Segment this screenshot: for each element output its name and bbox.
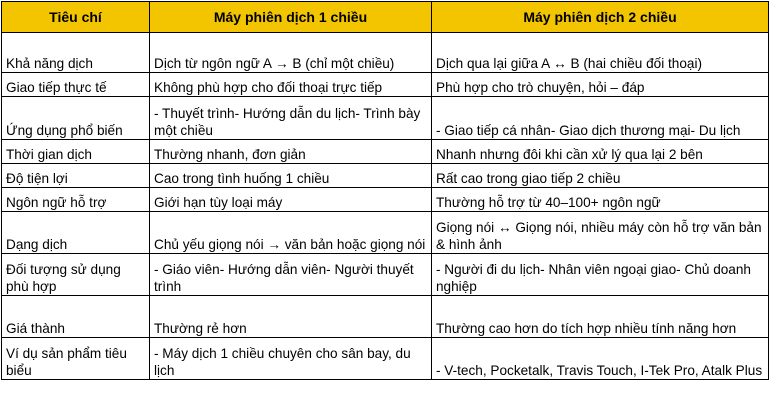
table-row: [2, 33, 769, 73]
table-row: [2, 212, 769, 254]
table-row: [2, 296, 769, 338]
criteria-cell: Khả năng dịch: [2, 33, 150, 73]
two-way-cell: - Người đi du lịch- Nhân viên ngoại giao- Chủ doanh nghiệp: [432, 254, 769, 296]
criteria-cell: Thời gian dịch: [2, 140, 150, 164]
criteria-cell: Ví dụ sản phẩm tiêu biểu: [2, 338, 150, 380]
header-two-way: Máy phiên dịch 2 chiều: [432, 2, 769, 33]
two-way-cell: Thường hỗ trợ từ 40–100+ ngôn ngữ: [432, 188, 769, 212]
criteria-cell: Dạng dịch: [2, 212, 150, 254]
table-row: [2, 164, 769, 188]
one-way-cell: Chủ yếu giọng nói → văn bản hoặc giọng nói: [150, 212, 432, 254]
one-way-cell: Thường rẻ hơn: [150, 296, 432, 338]
one-way-cell: Giới hạn tùy loại máy: [150, 188, 432, 212]
two-way-cell: - Giao tiếp cá nhân- Giao dịch thương mại- Du lịch: [432, 97, 769, 140]
two-way-cell: Nhanh nhưng đôi khi cần xử lý qua lại 2 bên: [432, 140, 769, 164]
criteria-cell: Ứng dụng phổ biến: [2, 97, 150, 140]
two-way-cell: Dịch qua lại giữa A ↔ B (hai chiều đối thoại): [432, 33, 769, 73]
one-way-cell: Không phù hợp cho đối thoại trực tiếp: [150, 73, 432, 97]
comparison-table: [1, 1, 769, 380]
table-row: [2, 140, 769, 164]
criteria-cell: Độ tiện lợi: [2, 164, 150, 188]
table-row: [2, 188, 769, 212]
criteria-cell: Giao tiếp thực tế: [2, 73, 150, 97]
one-way-cell: - Thuyết trình- Hướng dẫn du lịch- Trình bày một chiều: [150, 97, 432, 140]
criteria-cell: Ngôn ngữ hỗ trợ: [2, 188, 150, 212]
two-way-cell: Giọng nói ↔ Giọng nói, nhiều máy còn hỗ trợ văn bản & hình ảnh: [432, 212, 769, 254]
two-way-cell: Rất cao trong giao tiếp 2 chiều: [432, 164, 769, 188]
criteria-cell: Giá thành: [2, 296, 150, 338]
table-row: [2, 338, 769, 380]
two-way-cell: - V-tech, Pocketalk, Travis Touch, I-Tek Pro, Atalk Plus: [432, 338, 769, 380]
one-way-cell: Dịch từ ngôn ngữ A → B (chỉ một chiều): [150, 33, 432, 73]
one-way-cell: Cao trong tình huống 1 chiều: [150, 164, 432, 188]
two-way-cell: Phù hợp cho trò chuyện, hỏi – đáp: [432, 73, 769, 97]
one-way-cell: - Máy dịch 1 chiều chuyên cho sân bay, du lịch: [150, 338, 432, 380]
header-one-way: Máy phiên dịch 1 chiều: [150, 2, 432, 33]
one-way-cell: Thường nhanh, đơn giản: [150, 140, 432, 164]
table-row: [2, 97, 769, 140]
header-criteria: Tiêu chí: [2, 2, 150, 33]
header-row: [2, 2, 769, 33]
one-way-cell: - Giáo viên- Hướng dẫn viên- Người thuyết trình: [150, 254, 432, 296]
two-way-cell: Thường cao hơn do tích hợp nhiều tính năng hơn: [432, 296, 769, 338]
criteria-cell: Đối tượng sử dụng phù hợp: [2, 254, 150, 296]
table-row: [2, 73, 769, 97]
table-row: [2, 254, 769, 296]
